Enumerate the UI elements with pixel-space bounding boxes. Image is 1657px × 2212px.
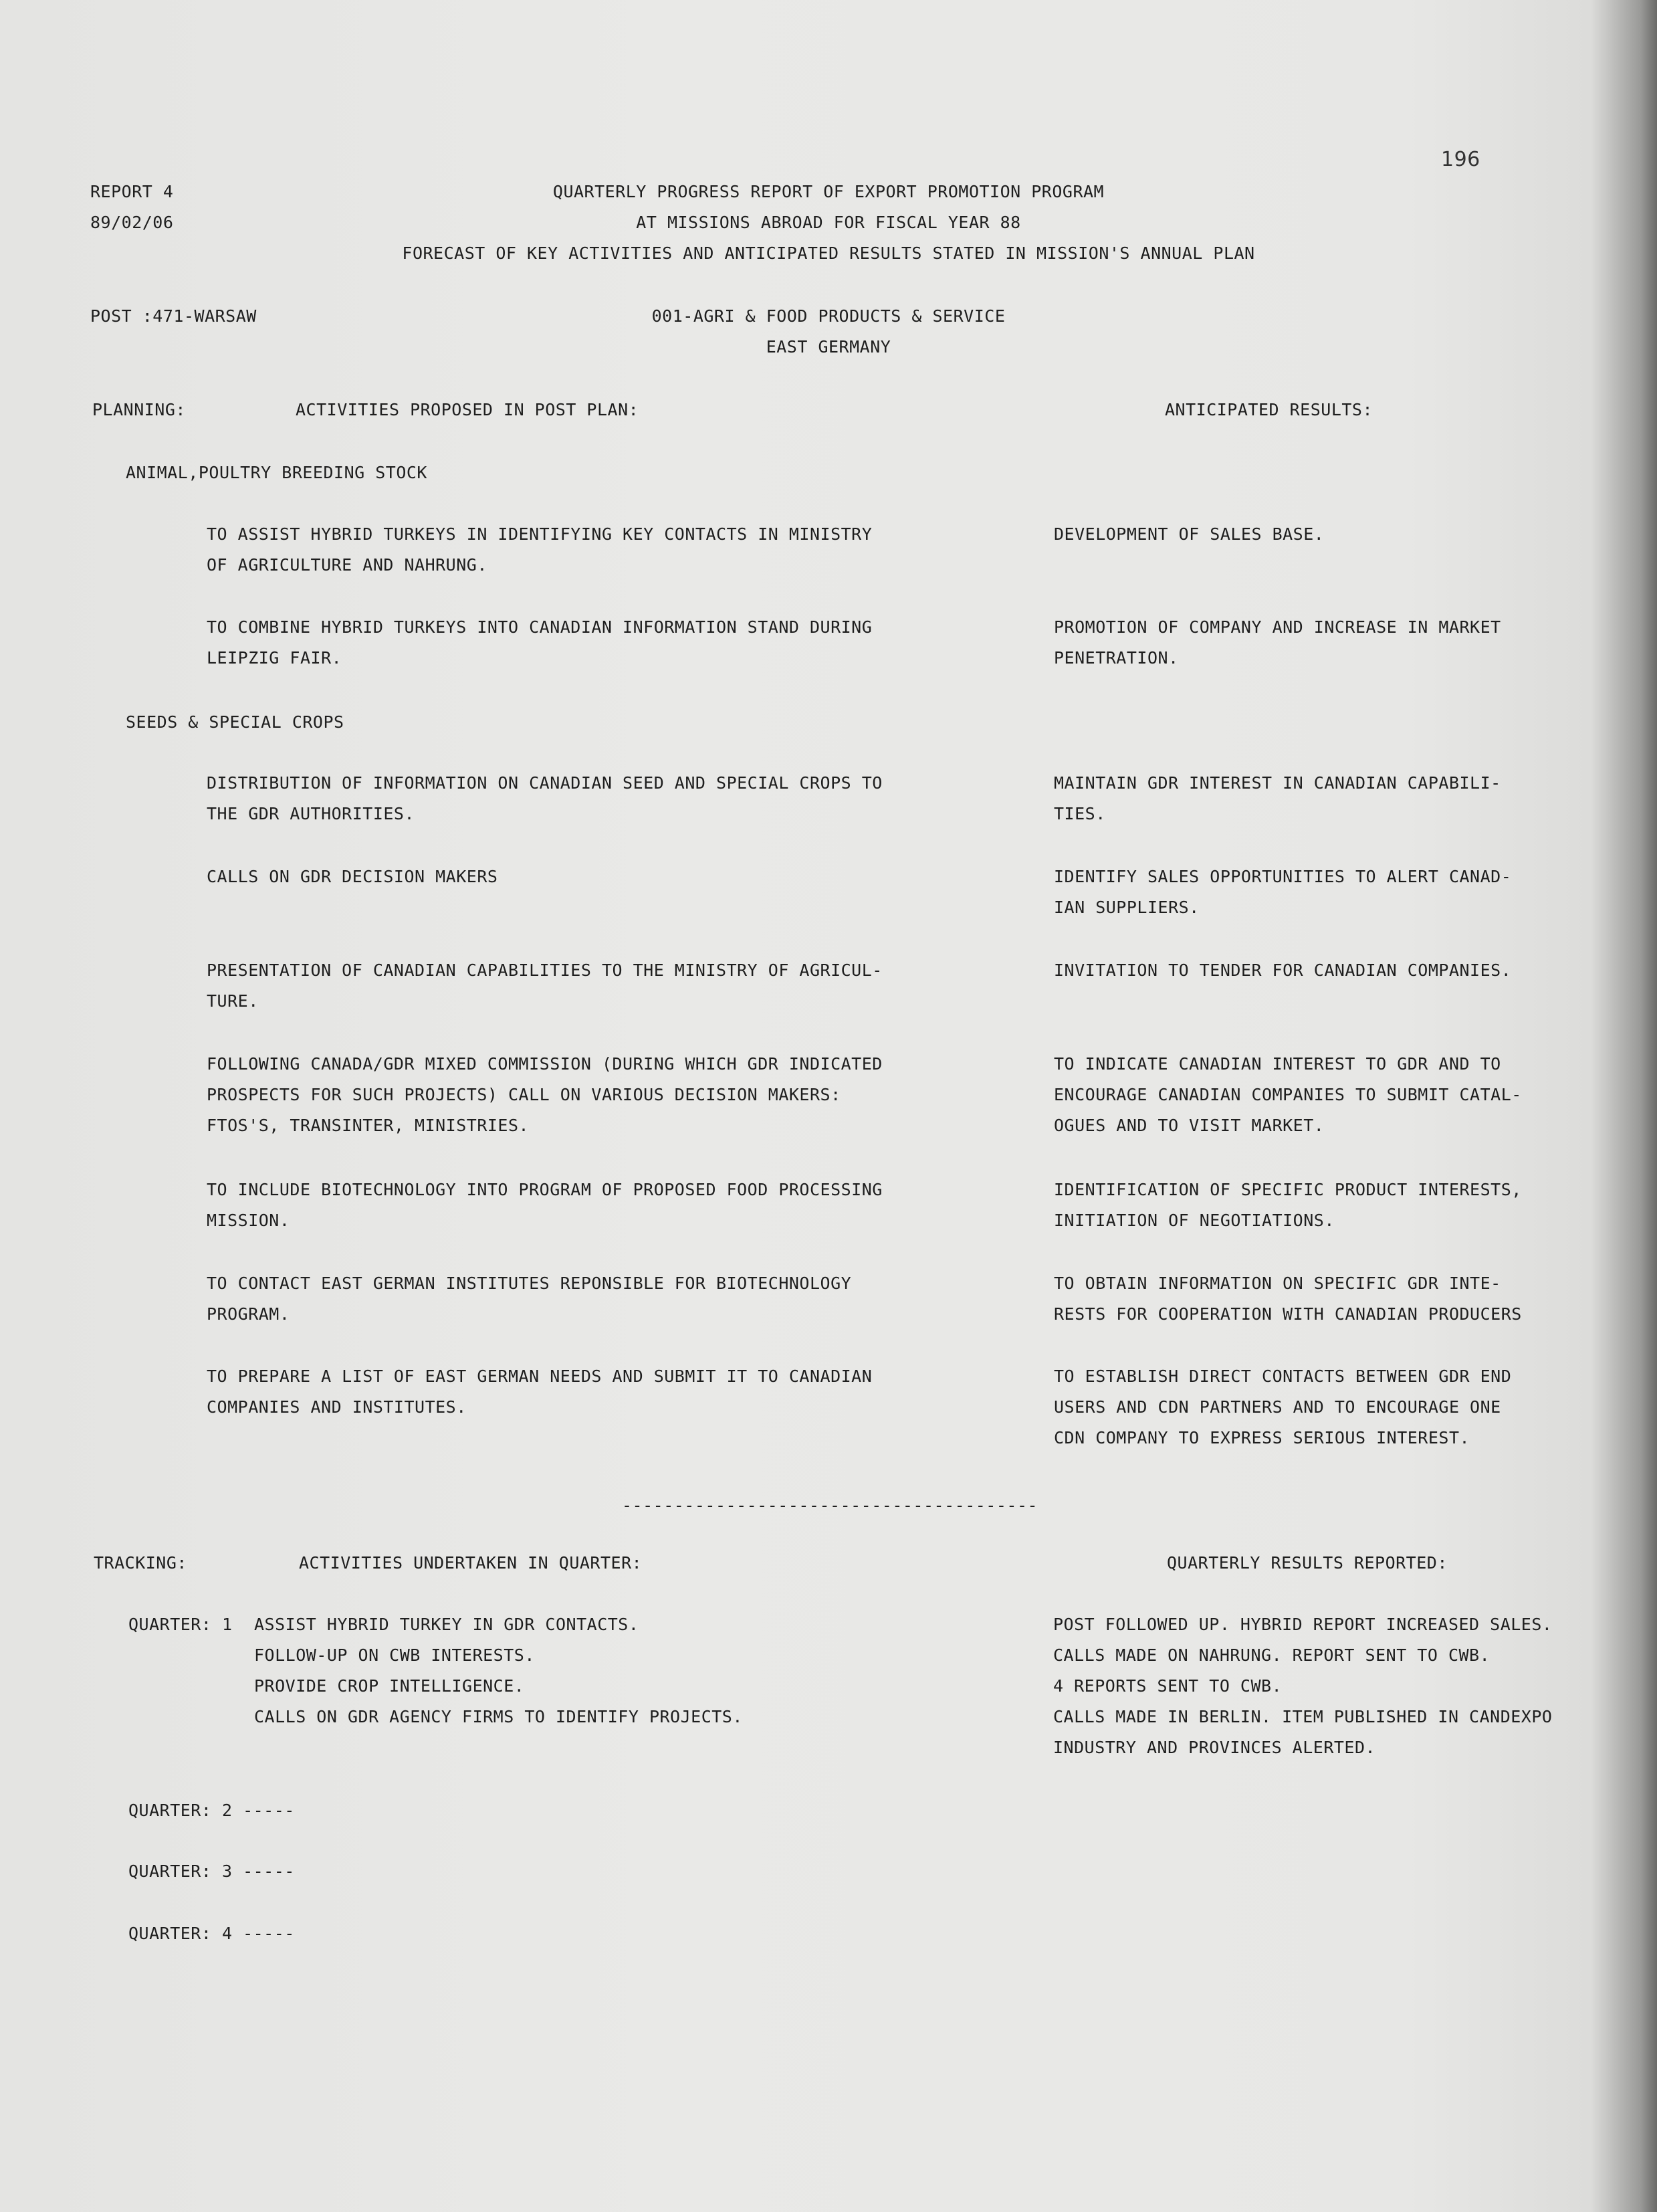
text-line: PROVIDE CROP INTELLIGENCE.: [254, 1676, 525, 1696]
text-line: 4 REPORTS SENT TO CWB.: [1053, 1676, 1283, 1696]
quarter-1-activities: [254, 1609, 743, 1732]
text-line: CALLS ON GDR DECISION MAKERS: [207, 867, 498, 886]
text-line: TO OBTAIN INFORMATION ON SPECIFIC GDR INTE-: [1054, 1274, 1501, 1293]
anticipated-result: [1054, 862, 1511, 923]
text-line: CALLS MADE IN BERLIN. ITEM PUBLISHED IN CANDEXPO: [1053, 1707, 1553, 1726]
planning-label: PLANNING:: [92, 400, 186, 419]
text-line: TO INCLUDE BIOTECHNOLOGY INTO PROGRAM OF PROPOSED FOOD PROCESSING: [207, 1180, 883, 1199]
anticipated-result: [1054, 1361, 1511, 1453]
anticipated-result: [1054, 1175, 1522, 1236]
text-line: TURE.: [207, 991, 259, 1011]
page-number: 196: [1441, 148, 1480, 171]
title-line-1: QUARTERLY PROGRESS REPORT OF EXPORT PROMOTION PROGRAM: [552, 182, 1105, 201]
text-line: COMPANIES AND INSTITUTES.: [207, 1397, 467, 1417]
text-line: CALLS ON GDR AGENCY FIRMS TO IDENTIFY PROJECTS.: [254, 1707, 743, 1726]
text-line: CALLS MADE ON NAHRUNG. REPORT SENT TO CWB.: [1053, 1645, 1490, 1665]
text-line: PROSPECTS FOR SUCH PROJECTS) CALL ON VARIOUS DECISION MAKERS:: [207, 1085, 841, 1104]
text-line: POST FOLLOWED UP. HYBRID REPORT INCREASED SALES.: [1053, 1615, 1553, 1634]
text-line: FOLLOWING CANADA/GDR MIXED COMMISSION (DURING WHICH GDR INDICATED: [207, 1054, 883, 1074]
anticipated-result: [1054, 1049, 1522, 1141]
text-line: IAN SUPPLIERS.: [1054, 898, 1200, 917]
planned-activity: [207, 612, 872, 674]
quarter-3-label: QUARTER: 3 -----: [128, 1862, 295, 1881]
anticipated-result: [1054, 519, 1324, 550]
text-line: OF AGRICULTURE AND NAHRUNG.: [207, 555, 487, 575]
planned-activity: [207, 1268, 851, 1330]
text-line: ENCOURAGE CANADIAN COMPANIES TO SUBMIT CATAL-: [1054, 1085, 1522, 1104]
text-line: TO ASSIST HYBRID TURKEYS IN IDENTIFYING KEY CONTACTS IN MINISTRY: [207, 524, 873, 544]
text-line: FTOS'S, TRANSINTER, MINISTRIES.: [207, 1116, 530, 1135]
text-line: PROGRAM.: [207, 1304, 290, 1324]
planned-activity: [207, 1175, 883, 1236]
quarter-4-label: QUARTER: 4 -----: [128, 1924, 295, 1943]
category-heading: SEEDS & SPECIAL CROPS: [126, 712, 344, 732]
text-line: PENETRATION.: [1054, 648, 1179, 668]
tracking-label: TRACKING:: [94, 1553, 187, 1573]
text-line: INDUSTRY AND PROVINCES ALERTED.: [1053, 1738, 1376, 1757]
text-line: RESTS FOR COOPERATION WITH CANADIAN PRODUCERS: [1054, 1304, 1522, 1324]
sector-block: [0, 301, 1657, 363]
text-line: PROMOTION OF COMPANY AND INCREASE IN MARKET: [1054, 617, 1501, 637]
text-line: MAINTAIN GDR INTEREST IN CANADIAN CAPABILI-: [1054, 773, 1501, 793]
text-line: TO COMBINE HYBRID TURKEYS INTO CANADIAN INFORMATION STAND DURING: [207, 617, 873, 637]
report-date: 89/02/06: [90, 213, 174, 232]
title-line-2: AT MISSIONS ABROAD FOR FISCAL YEAR 88: [636, 213, 1021, 232]
text-line: USERS AND CDN PARTNERS AND TO ENCOURAGE ONE: [1054, 1397, 1501, 1417]
planned-activity: [207, 519, 872, 581]
country-name: EAST GERMANY: [766, 337, 891, 357]
text-line: TIES.: [1054, 804, 1106, 823]
text-line: TO CONTACT EAST GERMAN INSTITUTES REPONSIBLE FOR BIOTECHNOLOGY: [207, 1274, 852, 1293]
planned-activity: [207, 768, 883, 829]
section-divider: ----------------------------------------: [622, 1496, 1038, 1515]
category-heading: ANIMAL,POULTRY BREEDING STOCK: [126, 463, 427, 482]
anticipated-result: [1054, 955, 1511, 986]
text-line: TO ESTABLISH DIRECT CONTACTS BETWEEN GDR END: [1054, 1367, 1512, 1386]
text-line: OGUES AND TO VISIT MARKET.: [1054, 1116, 1325, 1135]
anticipated-result: [1054, 768, 1501, 829]
text-line: DEVELOPMENT OF SALES BASE.: [1054, 524, 1325, 544]
anticipated-results-heading: ANTICIPATED RESULTS:: [1165, 400, 1373, 419]
anticipated-result: [1054, 612, 1501, 674]
post-label: POST :471-WARSAW: [90, 306, 257, 326]
text-line: CDN COMPANY TO EXPRESS SERIOUS INTEREST.: [1054, 1428, 1470, 1447]
text-line: DISTRIBUTION OF INFORMATION ON CANADIAN SEED AND SPECIAL CROPS TO: [207, 773, 883, 793]
report-number: REPORT 4: [90, 182, 174, 201]
quarter-1-results: [1053, 1609, 1552, 1763]
text-line: PRESENTATION OF CANADIAN CAPABILITIES TO THE MINISTRY OF AGRICUL-: [207, 961, 883, 980]
report-title: [0, 177, 1657, 269]
quarter-2-label: QUARTER: 2 -----: [128, 1801, 295, 1820]
text-line: MISSION.: [207, 1211, 290, 1230]
quarterly-results-heading: QUARTERLY RESULTS REPORTED:: [1167, 1553, 1448, 1573]
anticipated-result: [1054, 1268, 1522, 1330]
text-line: FOLLOW-UP ON CWB INTERESTS.: [254, 1645, 535, 1665]
text-line: IDENTIFICATION OF SPECIFIC PRODUCT INTERESTS,: [1054, 1180, 1522, 1199]
text-line: TO PREPARE A LIST OF EAST GERMAN NEEDS AND SUBMIT IT TO CANADIAN: [207, 1367, 873, 1386]
text-line: INITIATION OF NEGOTIATIONS.: [1054, 1211, 1335, 1230]
quarter-1-label: QUARTER: 1: [128, 1615, 233, 1634]
title-line-3: FORECAST OF KEY ACTIVITIES AND ANTICIPATED RESULTS STATED IN MISSION'S ANNUAL PLAN: [402, 243, 1255, 263]
text-line: THE GDR AUTHORITIES.: [207, 804, 415, 823]
planned-activity: [207, 1049, 883, 1141]
sector-name: 001-AGRI & FOOD PRODUCTS & SERVICE: [651, 306, 1006, 326]
text-line: INVITATION TO TENDER FOR CANADIAN COMPANIES.: [1054, 961, 1512, 980]
text-line: LEIPZIG FAIR.: [207, 648, 342, 668]
planned-activity: [207, 862, 498, 892]
activities-proposed-heading: ACTIVITIES PROPOSED IN POST PLAN:: [296, 400, 639, 419]
text-line: IDENTIFY SALES OPPORTUNITIES TO ALERT CANAD-: [1054, 867, 1512, 886]
activities-undertaken-heading: ACTIVITIES UNDERTAKEN IN QUARTER:: [299, 1553, 643, 1573]
planned-activity: [207, 955, 883, 1017]
text-line: TO INDICATE CANADIAN INTEREST TO GDR AND TO: [1054, 1054, 1501, 1074]
text-line: ASSIST HYBRID TURKEY IN GDR CONTACTS.: [254, 1615, 639, 1634]
planned-activity: [207, 1361, 872, 1423]
